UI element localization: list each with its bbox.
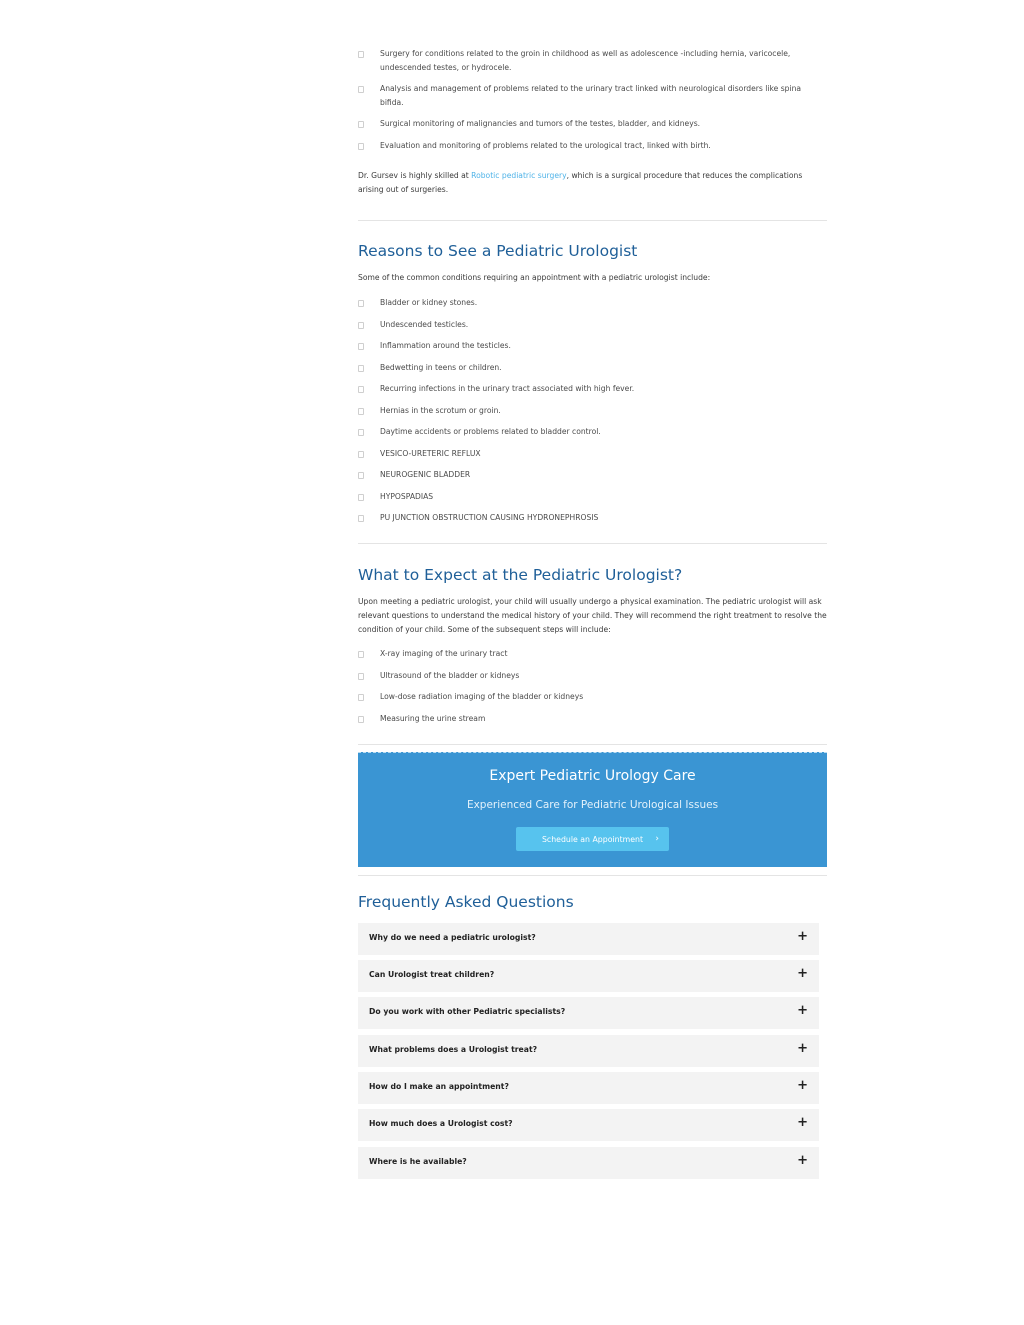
bullet-icon	[358, 451, 364, 458]
chevron-right-icon: ›	[655, 834, 659, 844]
list-item: Evaluation and monitoring of problems related to the urological tract, linked with birth.	[358, 139, 827, 153]
expect-intro: Upon meeting a pediatric urologist, your child will usually undergo a physical examination. The pediatric urologist will ask relevant questions to understand the medical history of your child. They will recommend the right treatment to resolve the condition of your child. Some of the subsequent steps will include:	[358, 597, 827, 634]
divider	[358, 543, 827, 544]
plus-icon[interactable]: +	[797, 1041, 808, 1056]
list-item: X-ray imaging of the urinary tract	[358, 647, 827, 669]
faq-heading: Frequently Asked Questions	[358, 893, 574, 911]
bullet-icon	[358, 86, 364, 93]
bullet-icon	[358, 694, 364, 701]
faq-item[interactable]	[358, 960, 819, 992]
list-item: Inflammation around the testicles.	[358, 339, 827, 361]
schedule-appointment-label: Schedule an Appointment	[541, 834, 644, 844]
bullet-icon	[358, 494, 364, 501]
faq-item[interactable]	[358, 1147, 819, 1179]
list-item: PU JUNCTION OBSTRUCTION CAUSING HYDRONEPHROSIS	[358, 511, 827, 533]
list-item: Low-dose radiation imaging of the bladder or kidneys	[358, 690, 827, 712]
robotic-surgery-paragraph: Dr. Gursev is highly skilled at Robotic pediatric surgery, which is a surgical procedure that reduces the complications arising out of surgeries.	[358, 171, 803, 194]
bullet-icon	[358, 300, 364, 307]
list-item: Surgery for conditions related to the groin in childhood as well as adolescence -including hernia, varicocele, undescended testes, or hydrocele.	[358, 47, 827, 74]
reasons-heading: Reasons to See a Pediatric Urologist	[358, 242, 638, 260]
schedule-appointment-button[interactable]	[516, 827, 669, 851]
list-item: Ultrasound of the bladder or kidneys	[358, 669, 827, 691]
divider	[358, 875, 827, 876]
faq-question: What problems does a Urologist treat?	[369, 1045, 538, 1054]
faq-question: Do you work with other Pediatric specialists?	[369, 1007, 566, 1016]
bullet-icon	[358, 515, 364, 522]
list-item: Measuring the urine stream	[358, 712, 827, 734]
list-item: Recurring infections in the urinary tract associated with high fever.	[358, 382, 827, 404]
reasons-list	[358, 296, 827, 533]
plus-icon[interactable]: +	[797, 1078, 808, 1093]
bullet-icon	[358, 343, 364, 350]
list-item: HYPOSPADIAS	[358, 490, 827, 512]
expect-heading: What to Expect at the Pediatric Urologist?	[358, 566, 683, 584]
divider	[358, 744, 827, 745]
faq-question: Why do we need a pediatric urologist?	[369, 933, 536, 942]
faq-question: Where is he available?	[369, 1157, 467, 1166]
list-item: VESICO-URETERIC REFLUX	[358, 447, 827, 469]
plus-icon[interactable]: +	[797, 1003, 808, 1018]
faq-item[interactable]	[358, 923, 819, 955]
faq-question: How much does a Urologist cost?	[369, 1119, 513, 1128]
cta-title: Expert Pediatric Urology Care	[489, 768, 696, 784]
bullet-icon	[358, 472, 364, 479]
list-item: Hernias in the scrotum or groin.	[358, 404, 827, 426]
cta-banner	[358, 752, 827, 867]
bullet-icon	[358, 408, 364, 415]
plus-icon[interactable]: +	[797, 966, 808, 981]
list-item: Undescended testicles.	[358, 318, 827, 340]
list-item: Surgical monitoring of malignancies and tumors of the testes, bladder, and kidneys.	[358, 117, 827, 131]
faq-item[interactable]	[358, 1035, 819, 1067]
faq-item[interactable]	[358, 1109, 819, 1141]
bullet-icon	[358, 651, 364, 658]
bullet-icon	[358, 716, 364, 723]
bullet-icon	[358, 386, 364, 393]
list-item: Bladder or kidney stones.	[358, 296, 827, 318]
robotic-surgery-link[interactable]: Robotic pediatric surgery	[471, 171, 567, 180]
plus-icon[interactable]: +	[797, 1115, 808, 1130]
plus-icon[interactable]: +	[797, 1153, 808, 1168]
bullet-icon	[358, 143, 364, 150]
expect-list	[358, 647, 827, 733]
faq-item[interactable]	[358, 1072, 819, 1104]
list-item: Bedwetting in teens or children.	[358, 361, 827, 383]
procedures-list	[358, 47, 827, 152]
bullet-icon	[358, 673, 364, 680]
faq-question: Can Urologist treat children?	[369, 970, 495, 979]
plus-icon[interactable]: +	[797, 929, 808, 944]
list-item: Analysis and management of problems related to the urinary tract linked with neurological disorders like spina bifida.	[358, 82, 827, 109]
divider	[358, 220, 827, 221]
bullet-icon	[358, 365, 364, 372]
faq-item[interactable]	[358, 997, 819, 1029]
list-item: Daytime accidents or problems related to bladder control.	[358, 425, 827, 447]
reasons-intro: Some of the common conditions requiring an appointment with a pediatric urologist include:	[358, 273, 711, 282]
bullet-icon	[358, 429, 364, 436]
bullet-icon	[358, 322, 364, 329]
list-item: NEUROGENIC BLADDER	[358, 468, 827, 490]
bullet-icon	[358, 121, 364, 128]
cta-subtitle: Experienced Care for Pediatric Urological Issues	[466, 799, 719, 811]
bullet-icon	[358, 51, 364, 58]
faq-question: How do I make an appointment?	[369, 1082, 509, 1091]
